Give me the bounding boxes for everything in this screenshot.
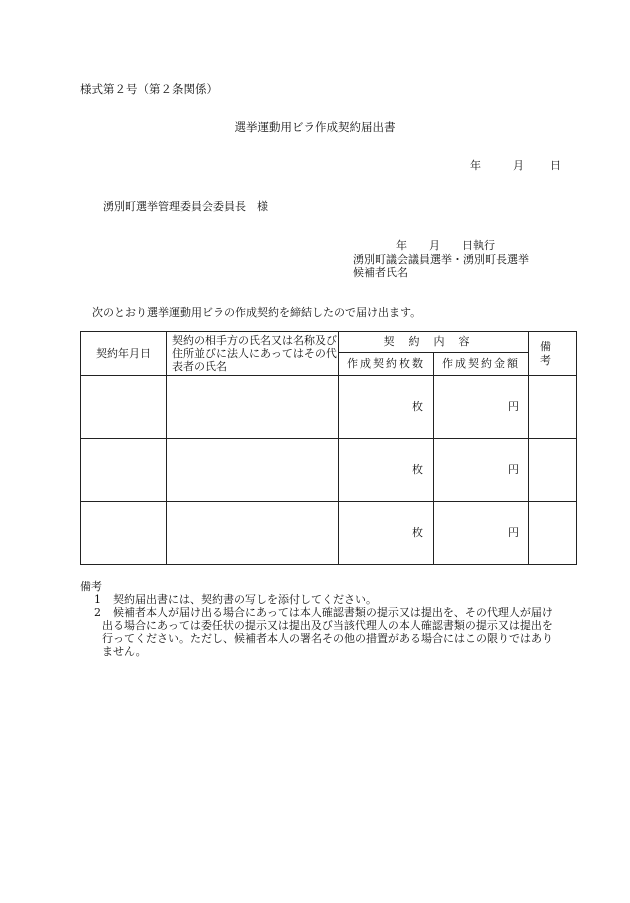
sheet-count-cell[interactable] xyxy=(339,376,434,439)
remarks-cell[interactable] xyxy=(529,439,577,502)
yen-unit: 円 xyxy=(508,400,519,414)
header-amount: 作成契約金額 xyxy=(434,353,529,376)
table-row xyxy=(81,502,577,565)
header-counterparty: 契約の相手方の氏名又は名称及び住所並びに法人にあってはその代表者の氏名 xyxy=(167,332,339,376)
addressee: 湧別町選挙管理委員会委員長 様 xyxy=(103,200,268,213)
note-text: 契約届出書には、契約書の写しを添付してください。 xyxy=(113,593,377,606)
date-year: 年 xyxy=(470,159,481,172)
note-number: 1 xyxy=(94,593,101,606)
counterparty-cell[interactable] xyxy=(167,376,339,439)
execution-date: 年 月 日執行 xyxy=(396,239,495,252)
submission-date xyxy=(470,159,561,172)
header-contract-date: 契約年月日 xyxy=(81,332,167,376)
amount-cell[interactable] xyxy=(434,439,529,502)
remarks-cell[interactable] xyxy=(529,376,577,439)
table-row xyxy=(81,376,577,439)
note-item xyxy=(80,593,560,606)
header-remarks: 備考 xyxy=(529,332,577,376)
contract-table xyxy=(80,331,577,565)
contract-date-cell[interactable] xyxy=(81,502,167,565)
note-text: 候補者本人が届け出る場合にあっては本人確認書類の提示又は提出を、その代理人が届け出る場合にあっては委任状の提示又は提出及び当該代理人の本人確認書類の提示又は提出を行ってください。ただし、候補者本人の署名その他の措置がある場合にはこの限りではありません。 xyxy=(102,606,553,658)
yen-unit: 円 xyxy=(508,526,519,540)
sheets-unit: 枚 xyxy=(412,526,423,540)
date-day: 日 xyxy=(550,159,561,172)
contract-date-cell[interactable] xyxy=(81,439,167,502)
document-title: 選挙運動用ビラ作成契約届出書 xyxy=(234,120,396,134)
counterparty-cell[interactable] xyxy=(167,502,339,565)
sheets-unit: 枚 xyxy=(412,400,423,414)
header-sheet-count: 作成契約枚数 xyxy=(339,353,434,376)
header-contract-content: 契約内容 xyxy=(339,332,529,353)
note-number: 2 xyxy=(94,606,101,619)
sheet-count-cell[interactable] xyxy=(339,439,434,502)
election-name: 湧別町議会議員選挙・湧別町長選挙 xyxy=(353,253,529,266)
sheets-unit: 枚 xyxy=(412,463,423,477)
form-number: 様式第２号（第２条関係） xyxy=(80,82,218,96)
amount-cell[interactable] xyxy=(434,376,529,439)
candidate-name-label: 候補者氏名 xyxy=(353,266,408,279)
sheet-count-cell[interactable] xyxy=(339,502,434,565)
amount-cell[interactable] xyxy=(434,502,529,565)
remarks-cell[interactable] xyxy=(529,502,577,565)
yen-unit: 円 xyxy=(508,463,519,477)
notes-heading: 備考 xyxy=(80,580,102,593)
counterparty-cell[interactable] xyxy=(167,439,339,502)
contract-date-cell[interactable] xyxy=(81,376,167,439)
date-month: 月 xyxy=(513,159,524,172)
table-row xyxy=(81,439,577,502)
intro-text: 次のとおり選挙運動用ビラの作成契約を締結したので届け出ます。 xyxy=(92,306,422,319)
note-item xyxy=(80,606,560,658)
